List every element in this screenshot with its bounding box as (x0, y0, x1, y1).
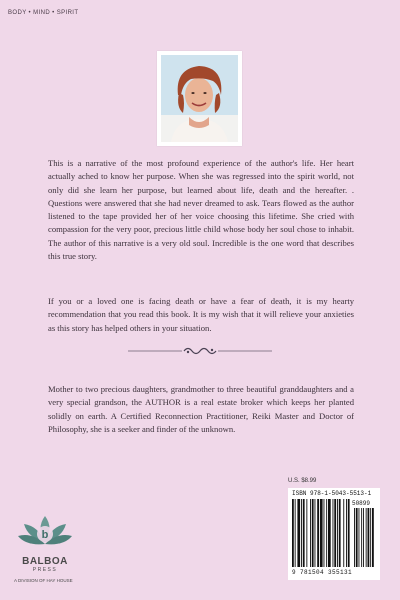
author-bio: Mother to two precious daughters, grandmother to three beautiful granddaughters and a very special grandson, the AUTHOR is a real estate broker which keeps her planted solidly on earth. A Certified Reconnection Practitioner, Reiki Master and Doctor of Philosophy, she is a seeker and finder of the unknown. (48, 384, 354, 434)
blurb-paragraph-1: This is a narrative of the most profound experience of the author's life. Her heart actually ached to know her purpose. When she was regressed into the spirit world, not only did she learn her purpose, but learned about life, death and the hereafter. . Questions were answered that she had never dreamed to ask. Tears flowed as the author listened to the tape provided her of her voice choosing this lifetime. She cried with compassion for the very poor, precious little child whose body her soul chose to inhabit. The author of this narrative is a very old soul. Incredible is the one word that describes this true story. (48, 158, 354, 262)
logo-letter: b (41, 529, 49, 541)
blurb-paragraph-2: If you or a loved one is facing death or have a fear of death, it is my hearty recommendation that you read this book. It is my wish that it will relieve your anxieties as this story has helped others in your situation. (48, 296, 354, 333)
isbn-text: ISBN 978-1-5043-5513-1 (292, 490, 372, 497)
publisher-name: BALBOA (22, 556, 68, 567)
author-photo (157, 51, 242, 146)
publisher-logo (10, 512, 100, 592)
barcode-image (292, 499, 376, 569)
barcode-addon: 50899 (351, 500, 370, 507)
barcode-digits: 9 781504 355131 (292, 569, 353, 576)
barcode-box (288, 488, 380, 580)
category-label: BODY • MIND • SPIRIT (8, 10, 79, 16)
price-label: U.S. $8.99 (288, 478, 317, 484)
lotus-icon (10, 512, 80, 556)
ornamental-divider (128, 344, 272, 358)
publisher-imprint: PRESS (32, 567, 58, 573)
publisher-division: A DIVISION OF HAY HOUSE (14, 578, 73, 583)
